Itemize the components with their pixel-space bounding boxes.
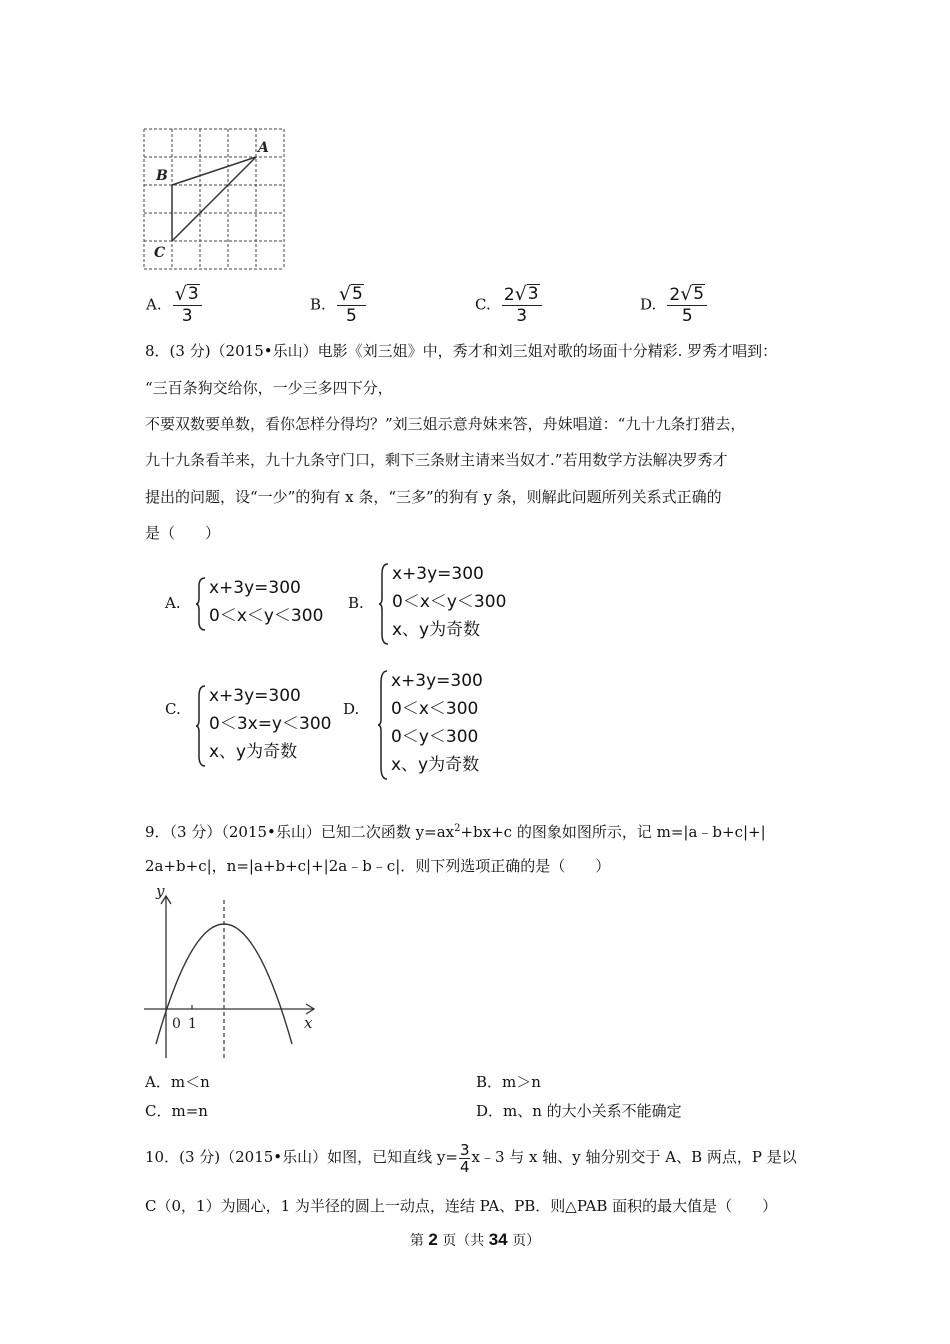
q9-option-c-label: C． [145, 1102, 172, 1120]
q10-frac-num: 3 [459, 1140, 470, 1159]
q7-d-radicand: 5 [693, 284, 705, 304]
q9-option-d-label: D． [476, 1102, 504, 1120]
q9-line-1 [145, 819, 766, 842]
q8-b-row-3: x、y为奇数 [392, 620, 481, 640]
q9-x-axis-label: x [304, 1014, 313, 1032]
q9-y-axis-label: y [156, 882, 165, 900]
q7-label-b: B [156, 168, 168, 184]
q9-line-2: 2a+b+c|，n=|a+b+c|+|2a﹣b﹣c|．则下列选项正确的是（ ） [145, 857, 611, 875]
q9-option-c[interactable] [145, 1101, 208, 1121]
q10-line-2: C（0，1）为圆心，1 为半径的圆上一动点，连结 PA、PB．则△PAB 面积的最大值是（ ） [145, 1197, 778, 1215]
q8-a-row-1: x+3y=300 [209, 578, 301, 598]
q8-d-row-1: x+3y=300 [391, 671, 483, 691]
q10-fraction [459, 1142, 471, 1175]
q7-a-radicand: 3 [187, 284, 199, 304]
q8-option-d-label: D. [343, 700, 360, 718]
q7-d-denominator: 5 [681, 306, 693, 326]
q7-option-d[interactable]: D. 2 √ 5 5 [640, 284, 707, 326]
q9-option-d[interactable] [476, 1101, 682, 1121]
q7-option-a-label: A. [146, 295, 162, 314]
q9-option-a[interactable] [145, 1072, 210, 1092]
q10-line-1 [145, 1140, 797, 1175]
q10-frac-den: 4 [459, 1157, 470, 1176]
q8-c-row-2: 0＜3x=y＜300 [209, 714, 332, 734]
q8-line-2: “三百条狗交给你，一少三多四下分， [145, 379, 393, 397]
q8-line-5: 提出的问题，设“一少”的狗有 x 条，“三多”的狗有 y 条，则解此问题所列关系式正确的 [145, 488, 722, 506]
q7-a-denominator: 3 [181, 306, 193, 326]
footer-post: 页） [512, 1233, 541, 1249]
q8-c-row-3: x、y为奇数 [209, 742, 298, 762]
q7-d-coef: 2 [669, 285, 681, 305]
q7-option-a[interactable]: A. √ 3 3 [146, 284, 202, 326]
footer-total-pages: 34 [488, 1230, 508, 1249]
q9-exponent: 2 [454, 823, 461, 834]
q8-line-6: 是（ ） [145, 524, 221, 542]
q8-option-c-label: C. [165, 700, 181, 718]
footer-page-number: 2 [428, 1230, 438, 1249]
q9-option-a-text: m＜n [170, 1073, 210, 1091]
q7-option-b-label: B. [310, 295, 326, 314]
q9-line-1-post: +bx+c 的图象如图所示，记 m=|a﹣b+c|+| [460, 823, 766, 841]
q7-grid-figure [140, 125, 290, 273]
q7-option-c-label: C. [475, 295, 491, 314]
q8-a-row-2: 0＜x＜y＜300 [209, 606, 324, 626]
page-footer [0, 1230, 950, 1250]
q10-line-1-post: x﹣3 与 x 轴、y 轴分别交于 A、B 两点，P 是以 [471, 1148, 797, 1166]
q8-option-a-label: A. [165, 594, 181, 612]
q7-c-radicand: 3 [527, 284, 539, 304]
q8-b-row-1: x+3y=300 [392, 564, 484, 584]
q8-a-brace [195, 576, 207, 632]
q8-d-row-3: 0＜y＜300 [391, 727, 479, 747]
q8-c-row-1: x+3y=300 [209, 686, 301, 706]
q9-tick-label: 1 [188, 1016, 197, 1032]
q9-option-c-text: m=n [171, 1102, 208, 1120]
q8-b-brace [378, 562, 390, 646]
q9-parabola-graph [140, 880, 330, 1062]
q8-option-b-label: B. [348, 594, 364, 612]
q10-line-1-pre: 10．(3 分)（2015•乐山）如图，已知直线 y= [145, 1148, 458, 1166]
q7-c-denominator: 3 [516, 306, 528, 326]
q9-option-d-text: m、n 的大小关系不能确定 [503, 1102, 682, 1120]
q8-line-1: 8．(3 分)（2015•乐山）电影《刘三姐》中，秀才和刘三姐对歌的场面十分精彩. 罗秀才唱到： [145, 342, 778, 360]
q7-option-d-label: D. [640, 295, 657, 314]
q7-b-denominator: 5 [345, 306, 357, 326]
q9-option-b-label: B． [476, 1073, 503, 1091]
q8-option-d[interactable] [343, 667, 518, 783]
q7-label-a: A [258, 140, 269, 156]
q9-option-b[interactable] [476, 1072, 541, 1092]
q7-label-c: C [154, 245, 166, 261]
q8-d-brace [377, 669, 389, 781]
q8-option-a[interactable] [165, 574, 340, 634]
q8-option-b[interactable] [348, 560, 523, 648]
q9-option-a-label: A． [145, 1073, 171, 1091]
q8-c-brace [195, 684, 207, 768]
q7-b-radicand: 5 [352, 284, 363, 304]
q8-line-3: 不要双数要单数，看你怎样分得均？”刘三姐示意舟妹来答，舟妹唱道：“九十九条打猎去， [145, 415, 746, 433]
q7-c-coef: 2 [503, 285, 515, 305]
footer-mid: 页（共 [442, 1233, 485, 1249]
q8-b-row-2: 0＜x＜y＜300 [392, 592, 507, 612]
q7-option-b[interactable]: B. √ 5 5 [310, 284, 366, 326]
q8-line-4: 九十九条看羊来，九十九条守门口，剩下三条财主请来当奴才.”若用数学方法解决罗秀才 [145, 451, 728, 469]
footer-pre: 第 [409, 1233, 424, 1249]
q7-option-c[interactable]: C. 2 √ 3 3 [475, 284, 542, 326]
q9-line-1-pre: 9．（3 分）（2015•乐山）已知二次函数 y=ax [145, 823, 455, 841]
q9-option-b-text: m＞n [502, 1073, 541, 1091]
q8-option-c[interactable] [165, 682, 340, 770]
q8-d-row-4: x、y为奇数 [391, 755, 480, 775]
q9-origin-label: 0 [172, 1016, 181, 1032]
q8-d-row-2: 0＜x＜300 [391, 699, 479, 719]
